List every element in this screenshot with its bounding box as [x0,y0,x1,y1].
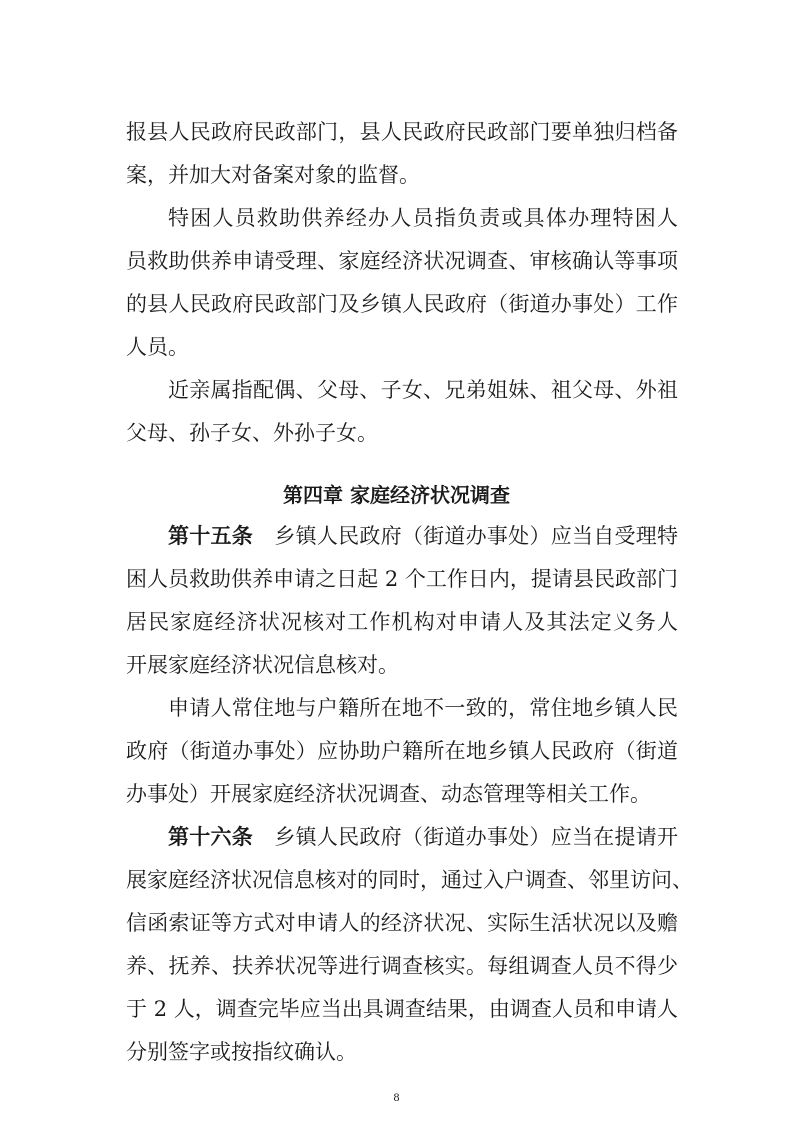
paragraph-2-line-1: 特困人员救助供养经办人员指负责或具体办理特困人 [168,206,678,230]
article-16-line-3: 信函索证等方式对申请人的经济状况、实际生活状况以及赡 [126,911,678,935]
article-15-line-4: 开展家庭经济状况信息核对。 [126,653,399,677]
paragraph-3-line-1: 近亲属指配偶、父母、子女、兄弟姐妹、祖父母、外祖 [168,378,678,402]
article-15-first-line-text: 乡镇人民政府（街道办事处）应当自受理特 [274,524,679,548]
paragraph-1-line-1: 报县人民政府民政部门，县人民政府民政部门要单独归档备 [126,120,678,144]
article-16-line-6: 分别签字或按指纹确认。 [126,1040,357,1064]
paragraph-1-line-2: 案，并加大对备案对象的监督。 [126,163,420,187]
article-15-label: 第十五条 [168,524,254,548]
article-16-line-1 [168,823,678,851]
paragraph-4-line-2: 政府（街道办事处）应协助户籍所在地乡镇人民政府（街道 [126,739,678,763]
article-16-line-5: 于 2 人，调查完毕应当出具调查结果，由调查人员和申请人 [126,997,678,1021]
article-16-first-line-text: 乡镇人民政府（街道办事处）应当在提请开 [274,825,679,849]
paragraph-2-line-4: 人员。 [126,335,189,359]
paragraph-3-line-2: 父母、孙子女、外孙子女。 [126,421,378,445]
article-16-label: 第十六条 [168,825,254,849]
article-15-line-3: 居民家庭经济状况核对工作机构对申请人及其法定义务人 [126,610,678,634]
paragraph-4-line-3: 办事处）开展家庭经济状况调查、动态管理等相关工作。 [126,782,651,806]
article-16-line-2: 展家庭经济状况信息核对的同时，通过入户调查、邻里访问、 [126,868,693,892]
paragraph-2-line-2: 员救助供养申请受理、家庭经济状况调查、审核确认等事项 [126,249,678,273]
article-15-line-1 [168,522,678,550]
chapter-title: 第四章 家庭经济状况调查 [283,483,510,507]
article-15-line-2: 困人员救助供养申请之日起 2 个工作日内，提请县民政部门 [126,567,678,591]
page-number: 8 [393,1090,400,1104]
paragraph-2-line-3: 的县人民政府民政部门及乡镇人民政府（街道办事处）工作 [126,292,678,316]
article-16-line-4: 养、抚养、扶养状况等进行调查核实。每组调查人员不得少 [126,954,678,978]
paragraph-4-line-1: 申请人常住地与户籍所在地不一致的，常住地乡镇人民 [168,696,678,720]
